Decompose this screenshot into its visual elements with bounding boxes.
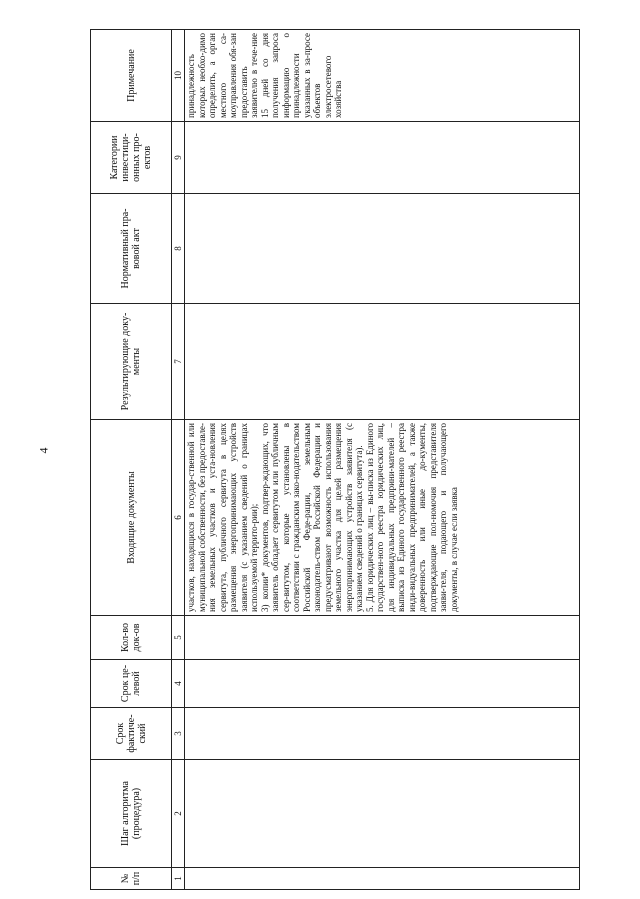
column-number: 2 (172, 760, 185, 868)
column-number: 3 (172, 708, 185, 760)
procedure-table (90, 29, 580, 890)
cell-doc-count (185, 616, 580, 660)
page-number: 4 (36, 447, 51, 454)
cell-incoming-docs (185, 420, 580, 616)
header-note: Примечание (91, 30, 172, 122)
column-number: 6 (172, 420, 185, 616)
header-legal-act: Нормативный пра-вовой акт (91, 194, 172, 304)
cell-note: принадлежность которых необхо-димо определить, а орган местного са-моуправления обя-зан предоставить заявителю в тече-ние 15 дней со дня получения запроса информацию о принадлежности указанных в за-просе объектов электросетевого хозяйства (185, 30, 580, 122)
header-incoming-docs: Входящие документы (91, 420, 172, 616)
header-project-categories: Категории инвестици-онных про-ектов (91, 122, 172, 194)
header-row (91, 30, 172, 890)
header-result-docs: Результирующие доку-менты (91, 304, 172, 420)
column-number: 8 (172, 194, 185, 304)
column-number: 5 (172, 616, 185, 660)
incoming-docs-paragraph: участков, находящихся в государ-ственной или муниципальной собственности, без предоставле-ния земельных участков и уста-новления сервитута, публичного сервитута в целях размещения энергопринимающих устройств заявителя (с указанием сведений о границах используемой террито-рии); (186, 423, 259, 612)
cell-project-categories (185, 122, 580, 194)
cell-algorithm-step (185, 760, 580, 868)
column-number: 9 (172, 122, 185, 194)
header-algorithm-step: Шаг алгоритма (процедура) (91, 760, 172, 868)
column-number: 1 (172, 868, 185, 890)
header-doc-count: Кол-во док-ов (91, 616, 172, 660)
column-numbers-row (172, 30, 185, 890)
column-number: 10 (172, 30, 185, 122)
cell-result-docs (185, 304, 580, 420)
cell-actual-term (185, 708, 580, 760)
column-number: 7 (172, 304, 185, 420)
table-row (185, 30, 580, 890)
header-actual-term: Срок фактиче-ский (91, 708, 172, 760)
incoming-docs-paragraph: 5. Для юридических лиц – вы-писка из Единого государствен-ного реестра юридических лиц, для индивидуальных предприни-мателей – выписка из Единого государственного реестра инди-видуальных предпринимателей, а также доверенность или иные до-кументы, подтверждающие пол-номочия представителя заяви-теля, подающего и получающего документы, в случае если заявка (364, 423, 459, 612)
column-number: 4 (172, 660, 185, 708)
table-rotator (90, 30, 580, 890)
cell-number (185, 868, 580, 890)
header-number: № п/п (91, 868, 172, 890)
header-target-term: Срок це-левой (91, 660, 172, 708)
cell-legal-act (185, 194, 580, 304)
cell-target-term (185, 660, 580, 708)
rotated-table-frame (90, 30, 580, 890)
incoming-docs-paragraph: 3) копии* документов, подтвер-ждающих, что заявитель обладает сервитутом или публичным сер-витутом, которые установлены в соответствии с гражданским зако-нодательством Российской Феде-рации, земельным законодатель-ством Российской Федерации и предусматривают возможность использования земельного участка для целей размещения энергопринимающих устройств заявителя (с указанием сведений о границах сервитута). (259, 423, 364, 612)
